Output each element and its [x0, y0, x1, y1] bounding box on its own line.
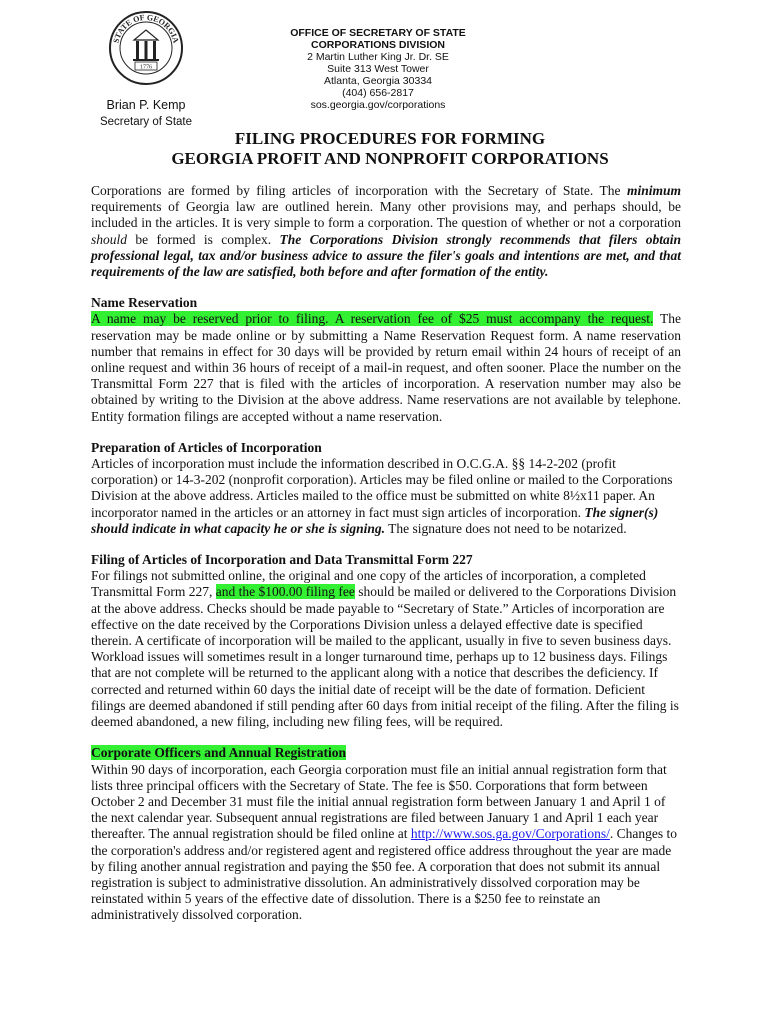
seal-year: 1776 [140, 64, 152, 71]
articles-text-2: The signature does not need to be notarized. [385, 520, 627, 536]
name-reservation-paragraph [91, 311, 681, 424]
intro-emphasis-minimum: minimum [626, 183, 681, 198]
officers-paragraph [91, 762, 681, 924]
section-filing [91, 552, 681, 730]
articles-emphasis: The signer(s) should indicate in what capacity he or she is signing. [91, 504, 659, 536]
name-reservation-highlight: A name may be reserved prior to filing. A reservation fee of $25 must accompany the request. [91, 311, 654, 327]
georgia-state-seal [108, 10, 184, 86]
filing-text-2: should be mailed or delivered to the Corporations Division at the above address. Checks should be made payable to “Secretary of State.” Articles of incorporation are effective on the date received by the Corporations Division unless a delayed effective date is specified therein. A certificate of incorporation will be mailed to the applicant, usually in five to seven business days. Workload issues will sometimes result in a longer turnaround time, perhaps up to 12 business days. Filings that are not complete will be returned to the applicant along with a notice that describes the deficiency. If corrected and returned within 60 days the initial date of receipt will be the date of formation. Deficient filings are deemed abandoned if still pending after 60 days from initial receipt of the filing. After the filing is deemed abandoned, a new filing, including new filing fees, will be required. [91, 584, 679, 730]
office-web: sos.georgia.gov/corporations [310, 99, 446, 111]
office-phone: (404) 656-2817 [342, 87, 414, 99]
section-officers [91, 745, 681, 923]
office-name: OFFICE OF SECRETARY OF STATE [290, 27, 466, 39]
address-city: Atlanta, Georgia 30334 [324, 75, 432, 87]
division-name: CORPORATIONS DIVISION [311, 39, 445, 51]
intro-recommendation: The Corporations Division strongly recommends that filers obtain professional legal, tax and/or business advice to assure the filer's goals and intentions are met, and that requirements of the law are satisfied, both before and after formation of the entity. [91, 231, 682, 280]
intro-emphasis-should: should [91, 231, 128, 247]
svg-text:STATE OF GEORGIA: STATE OF GEORGIA [111, 12, 181, 44]
officers-heading-highlight: Corporate Officers and Annual Registration [91, 745, 346, 761]
heading-name-reservation: Name Reservation [91, 295, 198, 311]
intro-text-1: Corporations are formed by filing articles of incorporation with the Secretary of State. The [91, 183, 627, 198]
section-name-reservation [91, 295, 681, 425]
annual-registration-link[interactable]: http://www.sos.ga.gov/Corporations/ [410, 826, 610, 842]
filing-text-1: For filings not submitted online, the original and one copy of the articles of incorporation, a completed Transmittal Form 227, [91, 568, 646, 600]
articles-text: Articles of incorporation must include the information described in O.C.G.A. §§ 14-2-202 (profit corporation) or 14-3-202 (nonprofit corporation). Articles may be filed online or mailed to the Corporations Division at the above address. Articles mailed to the office must be submitted on white 8½x11 paper. An incorporator named in the articles or an attorney in fact must sign articles of incorporation. [91, 456, 673, 520]
title-line-1: FILING PROCEDURES FOR FORMING [234, 129, 546, 148]
official-title: Secretary of State [99, 116, 193, 128]
heading-filing: Filing of Articles of Incorporation and Data Transmittal Form 227 [91, 552, 473, 568]
articles-paragraph [91, 456, 681, 537]
intro-paragraph [91, 183, 681, 280]
name-reservation-text: The reservation may be made online or by submitting a Name Reservation Request form. A name reservation number that remains in effect for 30 days will be provided by return email within 24 hours of receipt of an online request and within 36 hours of receipt of a mail-in request, and often sooner. Place the number on the Transmittal Form 227 that is filed with the articles of incorporation. A reservation number may also be obtained by writing to the Division at the above address. Name reservations are not available by telephone. Entity formation filings are accepted without a name reservation. [91, 311, 681, 424]
title-line-2: GEORGIA PROFIT AND NONPROFIT CORPORATIONS [171, 149, 609, 168]
official-name: Brian P. Kemp [106, 98, 186, 112]
intro-text-2: requirements of Georgia law are outlined herein. Many other provisions may, and perhaps should, be included in the articles. It is very simple to form a corporation. The question of whether or not a corporation [91, 199, 681, 231]
address-line-1: 2 Martin Luther King Jr. Dr. SE [307, 51, 449, 63]
document-body [91, 183, 681, 924]
officers-text-1: Within 90 days of incorporation, each Georgia corporation must file an initial annual registration form that lists three principal officers with the Secretary of State. The fee is $50. Corporations that form between October 2 and December 31 must file the initial annual registration form between January 1 and April 1 of the next calendar year. Subsequent annual registrations are filed between January 1 and April 1 each year thereafter. The annual registration should be filed online at [91, 761, 667, 842]
heading-articles: Preparation of Articles of Incorporation [91, 439, 322, 455]
intro-text-3: be formed is complex. [127, 231, 280, 247]
heading-officers [91, 745, 681, 761]
officers-text-2: . Changes to the corporation's address and/or registered agent and registered office address throughout the year are made by filing another annual registration and paying the $50 fee. A corporation that does not submit its annual registration is subject to administrative dissolution. An administratively dissolved corporation may be reinstated within 5 years of the effective date of dissolution. There is a $250 fee to reinstate an administratively dissolved corporation. [91, 826, 678, 923]
filing-fee-highlight: and the $100.00 filing fee [215, 584, 355, 600]
filing-paragraph [91, 568, 681, 730]
document-title [120, 129, 660, 169]
section-articles [91, 440, 681, 537]
office-header [258, 27, 498, 111]
address-line-2: Suite 313 West Tower [327, 63, 429, 75]
